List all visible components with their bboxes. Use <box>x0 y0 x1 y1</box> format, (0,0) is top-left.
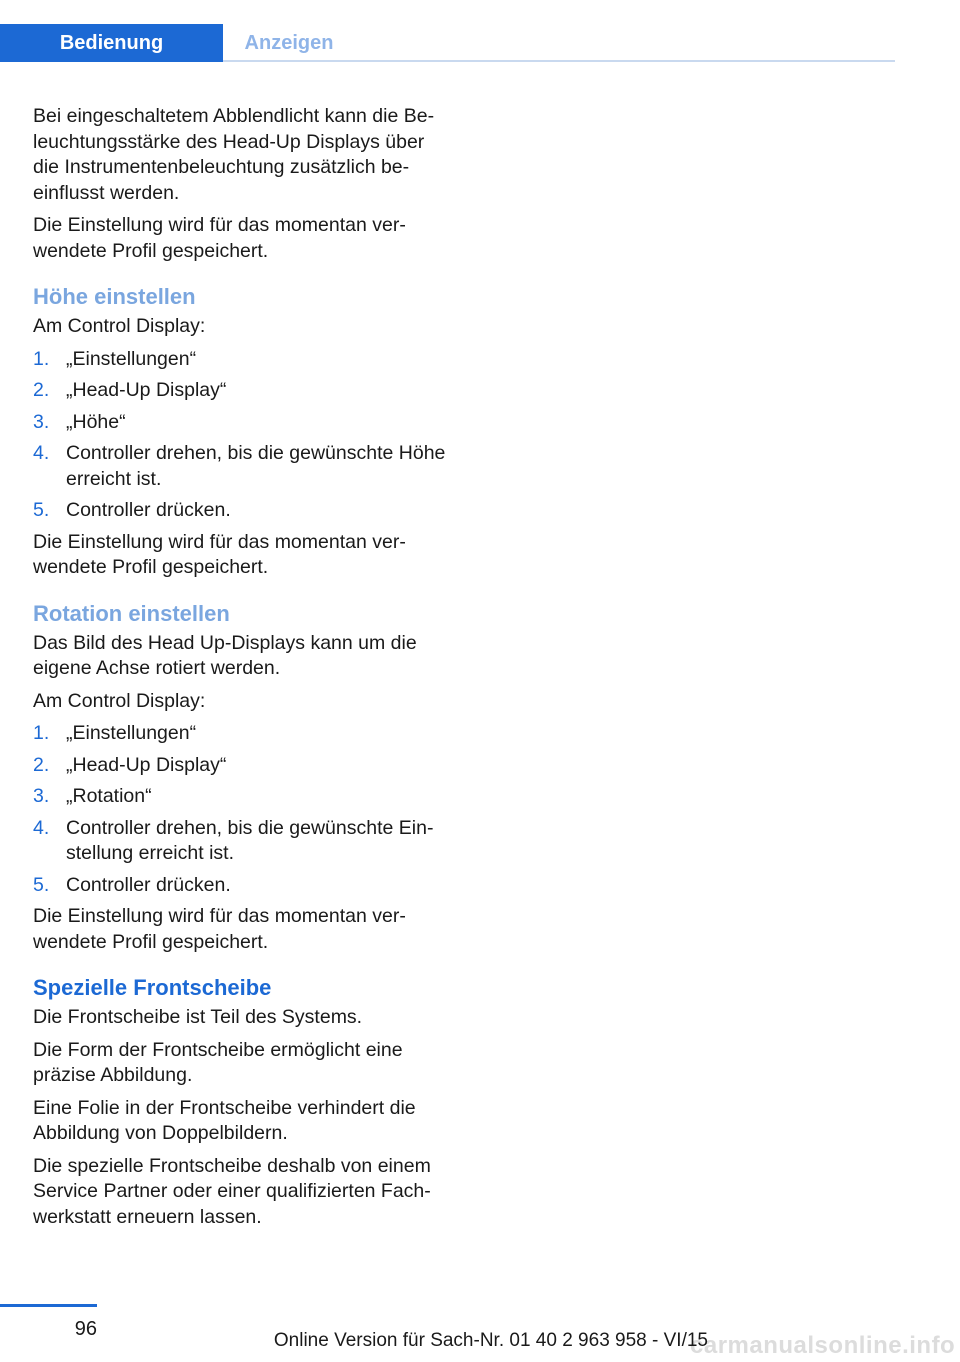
step-text: „Höhe“ <box>66 410 126 433</box>
step-text: Controller drücken. <box>66 873 231 896</box>
step-text: „Einstellungen“ <box>66 347 197 370</box>
frontscheibe-paragraph-3: Eine Folie in der Frontscheibe verhindert die Abbildung von Doppelbildern. <box>33 1096 416 1144</box>
rotation-lead: Am Control Display: <box>33 689 206 712</box>
list-item <box>33 784 453 810</box>
step-text: „Head-Up Display“ <box>66 753 227 776</box>
section-title-rotation: Rotation einstellen <box>33 600 230 626</box>
list-item <box>33 816 453 867</box>
step-number: 2. <box>33 379 50 401</box>
online-version-note: Online Version für Sach-Nr. 01 40 2 963 958 - VI/15 <box>273 1330 708 1351</box>
chapter-header <box>0 24 895 62</box>
hoehe-lead: Am Control Display: <box>33 315 206 337</box>
list-item <box>33 441 453 492</box>
list-item <box>33 873 453 899</box>
step-text: Controller drehen, bis die gewünschte Höhe erreicht ist. <box>66 442 446 490</box>
step-text: „Head-Up Display“ <box>66 379 227 401</box>
rotation-after: Die Einstellung wird für das momentan verwendete Profil gespeichert. <box>33 905 406 953</box>
main-content <box>33 104 453 1237</box>
frontscheibe-paragraph-1: Die Frontscheibe ist Teil des Systems. <box>33 1006 363 1028</box>
step-number: 5. <box>33 499 50 521</box>
step-number: 1. <box>33 722 50 744</box>
hoehe-steps <box>33 347 453 524</box>
rotation-steps <box>33 721 453 898</box>
frontscheibe-paragraph-4: Die spezielle Frontscheibe deshalb von einem Service Partner oder einer qualifizierten Fachwerkstatt erneuern lassen. <box>33 1154 431 1228</box>
tab-anzeigen[interactable]: Anzeigen <box>244 32 334 54</box>
step-number: 3. <box>33 785 50 807</box>
watermark: carmanualsonline.info <box>690 1332 956 1359</box>
step-text: Controller drücken. <box>66 499 231 521</box>
list-item <box>33 378 453 404</box>
tab-bedienung[interactable]: Bedienung <box>0 24 223 62</box>
step-number: 3. <box>33 410 50 433</box>
step-number: 4. <box>33 816 50 839</box>
list-item <box>33 721 453 747</box>
section-title-frontscheibe: Spezielle Frontscheibe <box>33 975 272 1000</box>
step-number: 5. <box>33 873 50 896</box>
step-text: „Einstellungen“ <box>66 722 197 744</box>
hoehe-after: Die Einstellung wird für das momentan verwendete Profil gespeichert. <box>33 530 406 578</box>
list-item <box>33 347 453 373</box>
rotation-description: Das Bild des Head Up-Displays kann um die eigene Achse rotiert werden. <box>33 631 417 679</box>
list-item <box>33 753 453 779</box>
step-number: 2. <box>33 753 50 776</box>
frontscheibe-paragraph-2: Die Form der Frontscheibe ermöglicht eine präzise Abbildung. <box>33 1038 403 1086</box>
intro-paragraph-2: Die Einstellung wird für das momentan verwendete Profil gespeichert. <box>33 214 406 262</box>
page-number-rule <box>0 1304 97 1307</box>
intro-paragraph-1: Bei eingeschaltetem Abblendlicht kann die Beleuchtungsstärke des Head-Up Displays über die Instrumentenbeleuchtung zusätzlich beeinflusst werden. <box>33 105 435 204</box>
list-item <box>33 410 453 436</box>
step-number: 1. <box>33 347 50 370</box>
page-number: 96 <box>74 1318 97 1340</box>
section-title-hoehe: Höhe einstellen <box>33 284 196 309</box>
list-item <box>33 498 453 524</box>
step-text: „Rotation“ <box>66 785 152 807</box>
step-number: 4. <box>33 442 50 464</box>
step-text: Controller drehen, bis die gewünschte Einstellung erreicht ist. <box>66 816 434 864</box>
